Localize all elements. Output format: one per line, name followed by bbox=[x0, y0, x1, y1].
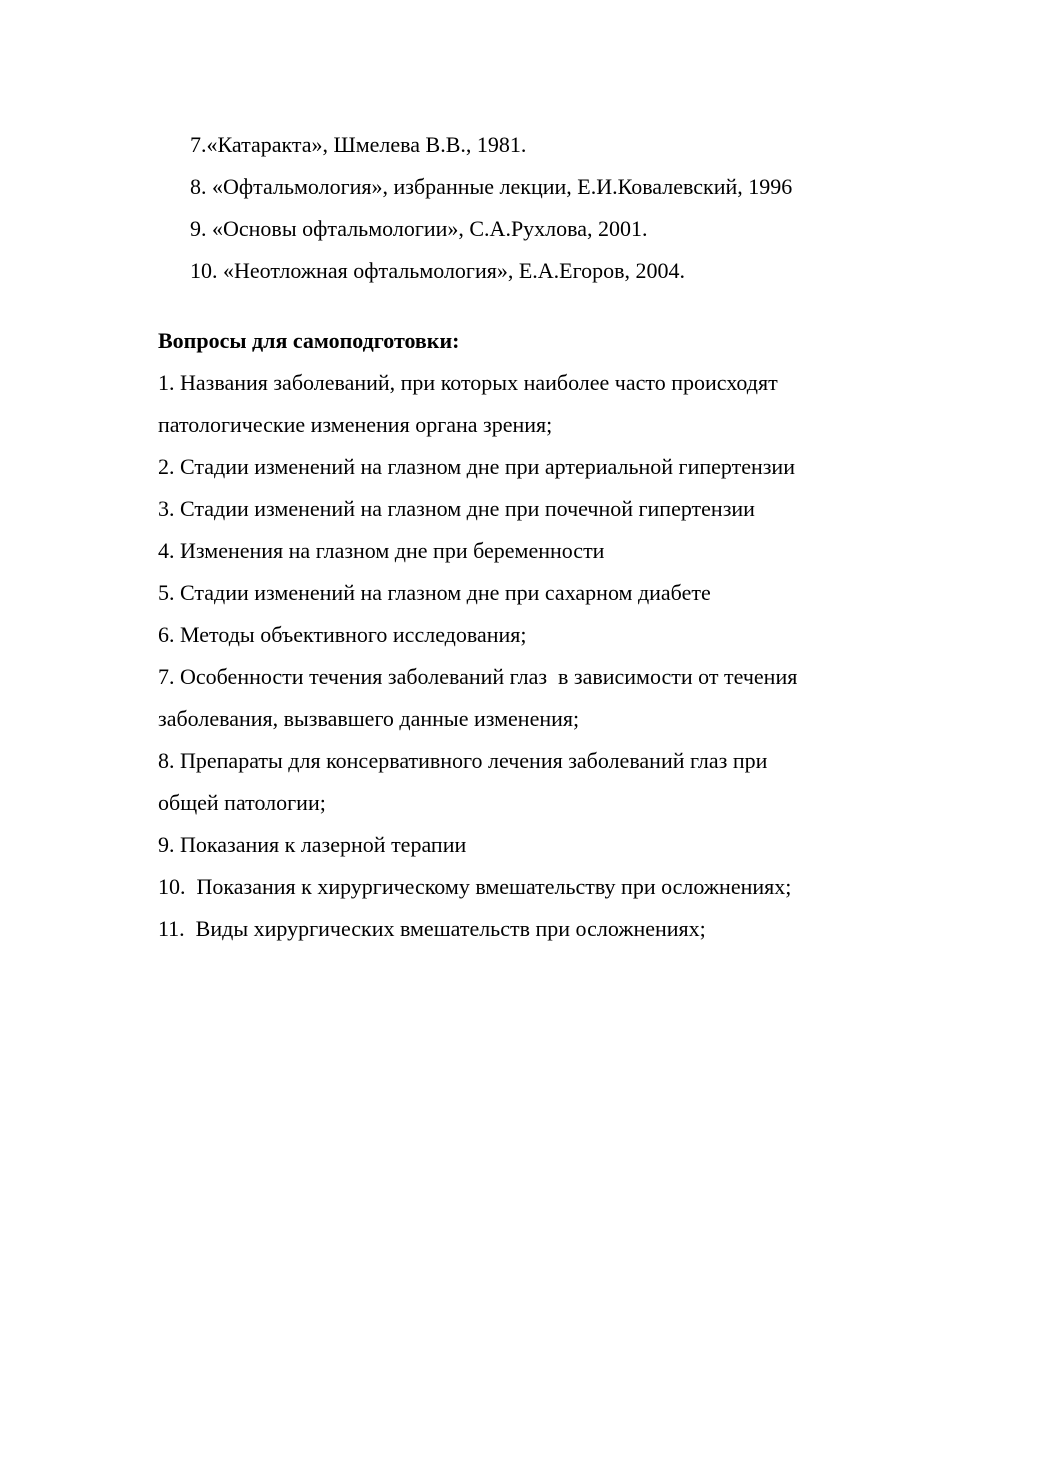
question-line: 4. Изменения на глазном дне при беременности bbox=[158, 538, 605, 563]
question-line: общей патологии; bbox=[158, 790, 326, 815]
question-line: 6. Методы объективного исследования; bbox=[158, 622, 527, 647]
question-line: 11. Виды хирургических вмешательств при осложнениях; bbox=[158, 916, 706, 941]
question-line: заболевания, вызвавшего данные изменения; bbox=[158, 706, 580, 731]
question-line: 3. Стадии изменений на глазном дне при почечной гипертензии bbox=[158, 496, 755, 521]
question-line: 1. Названия заболеваний, при которых наиболее часто происходят bbox=[158, 370, 778, 395]
self-study-questions bbox=[158, 320, 958, 950]
reference-item: 7.«Катаракта», Шмелева В.В., 1981. bbox=[190, 132, 527, 157]
question-line: 9. Показания к лазерной терапии bbox=[158, 832, 467, 857]
question-line: 7. Особенности течения заболеваний глаз в зависимости от течения bbox=[158, 664, 798, 689]
reference-item: 10. «Неотложная офтальмология», Е.А.Егоров, 2004. bbox=[190, 258, 685, 283]
question-line: 8. Препараты для консервативного лечения заболеваний глаз при bbox=[158, 748, 768, 773]
reference-item: 9. «Основы офтальмологии», С.А.Рухлова, 2001. bbox=[190, 216, 648, 241]
reference-item: 8. «Офтальмология», избранные лекции, Е.И.Ковалевский, 1996 bbox=[190, 174, 793, 199]
question-line: патологические изменения органа зрения; bbox=[158, 412, 553, 437]
question-line: 2. Стадии изменений на глазном дне при артериальной гипертензии bbox=[158, 454, 795, 479]
questions-heading: Вопросы для самоподготовки: bbox=[158, 328, 460, 353]
reference-list bbox=[190, 124, 950, 292]
question-line: 10. Показания к хирургическому вмешательству при осложнениях; bbox=[158, 874, 792, 899]
question-line: 5. Стадии изменений на глазном дне при сахарном диабете bbox=[158, 580, 711, 605]
